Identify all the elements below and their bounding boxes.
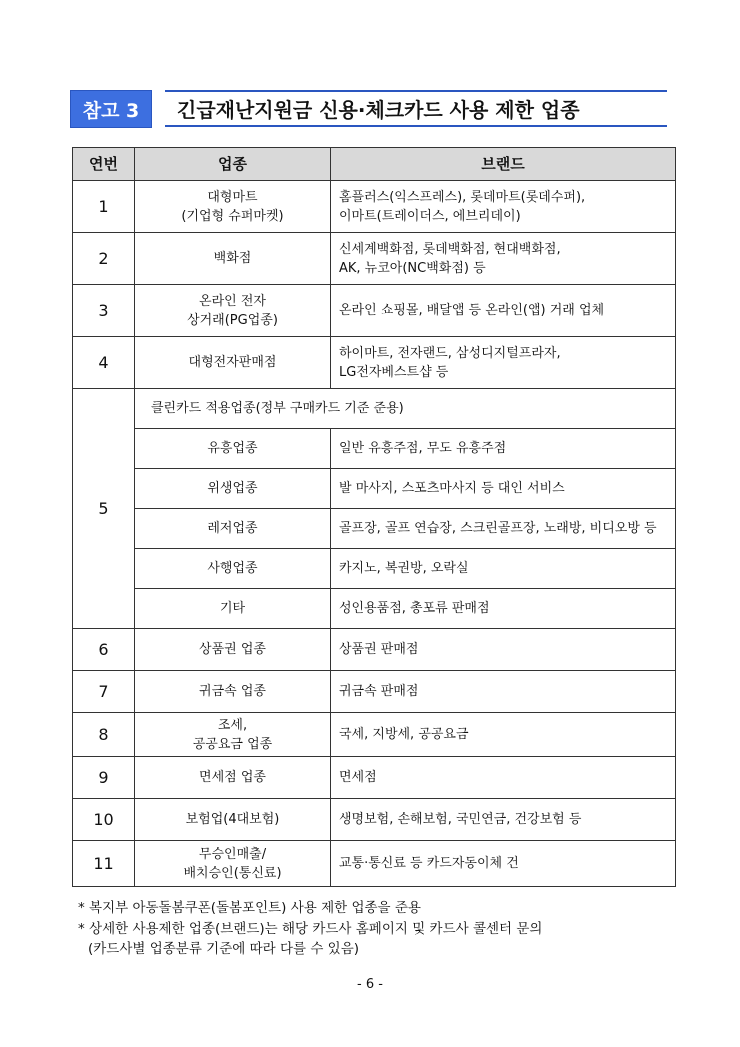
cell-line: 하이마트, 전자랜드, 삼성디지털프라자, (339, 345, 561, 361)
cell-line: LG전자베스트샵 등 (339, 364, 449, 380)
cell-line: 이마트(트레이더스, 에브리데이) (339, 208, 521, 224)
business-type-cell: 레저업종 (135, 509, 331, 549)
brand-cell (331, 841, 676, 887)
business-type-cell (135, 233, 331, 285)
cell-line: 면세점 (339, 770, 377, 785)
table-header-row (73, 148, 676, 181)
brand-cell (331, 337, 676, 389)
cell-line: 조세, (217, 717, 248, 733)
table-row (73, 713, 676, 757)
cell-line: AK, 뉴코아(NC백화점) 등 (339, 260, 486, 276)
header-type: 업종 (135, 148, 331, 181)
row-number: 7 (73, 671, 135, 713)
clean-card-subheader: 클린카드 적용업종(정부 구매카드 기준 준용) (135, 389, 676, 429)
cell-line: 대형마트 (207, 189, 258, 205)
table-row (73, 589, 676, 629)
row-number: 6 (73, 629, 135, 671)
footnote: * 상세한 사용제한 업종(브랜드)는 해당 카드사 홈페이지 및 카드사 콜센터 문의 (78, 920, 543, 937)
row-number: 1 (73, 181, 135, 233)
business-type-cell (135, 671, 331, 713)
cell-line: 온라인 전자 (199, 293, 266, 309)
table-row (73, 671, 676, 713)
table-row (73, 757, 676, 799)
restricted-business-table (72, 147, 676, 887)
cell-line: 귀금속 업종 (199, 684, 266, 699)
reference-badge: 참고 3 (70, 90, 152, 128)
business-type-cell (135, 285, 331, 337)
business-type-cell: 유흥업종 (135, 429, 331, 469)
row-number: 3 (73, 285, 135, 337)
cell-line: 배치승인(통신료) (183, 865, 282, 881)
brand-cell (331, 713, 676, 757)
header-no: 연번 (73, 148, 135, 181)
brand-cell: 골프장, 골프 연습장, 스크린골프장, 노래방, 비디오방 등 (331, 509, 676, 549)
brand-cell: 일반 유흥주점, 무도 유흥주점 (331, 429, 676, 469)
table-row (73, 285, 676, 337)
brand-cell (331, 285, 676, 337)
table-row (73, 337, 676, 389)
row-number: 11 (73, 841, 135, 887)
brand-cell (331, 629, 676, 671)
table-row (73, 841, 676, 887)
cell-line: 대형전자판매점 (188, 355, 277, 370)
table-row (73, 469, 676, 509)
footnotes (78, 898, 542, 960)
business-type-cell: 위생업종 (135, 469, 331, 509)
brand-cell: 성인용품점, 총포류 판매점 (331, 589, 676, 629)
brand-cell (331, 799, 676, 841)
row-number: 9 (73, 757, 135, 799)
cell-line: 온라인 쇼핑몰, 배달앱 등 온라인(앱) 거래 업체 (339, 303, 605, 318)
table-row (73, 509, 676, 549)
cell-line: 홈플러스(익스프레스), 롯데마트(롯데수퍼), (339, 189, 586, 205)
cell-line: 신세계백화점, 롯데백화점, 현대백화점, (339, 241, 561, 257)
cell-line: 상거래(PG업종) (187, 312, 278, 328)
cell-line: 면세점 업종 (199, 770, 266, 785)
table-row (73, 181, 676, 233)
cell-line: 보험업(4대보험) (185, 812, 280, 827)
cell-line: 공공요금 업종 (192, 736, 273, 752)
cell-line: 교통·통신료 등 카드자동이체 건 (339, 856, 519, 871)
cell-line: 무승인매출/ (198, 846, 267, 862)
row-number: 2 (73, 233, 135, 285)
brand-cell (331, 671, 676, 713)
business-type-cell: 사행업종 (135, 549, 331, 589)
page-title: 긴급재난지원금 신용·체크카드 사용 제한 업종 (165, 90, 667, 127)
cell-line: 귀금속 판매점 (339, 684, 419, 699)
cell-line: 상품권 업종 (199, 642, 266, 657)
business-type-cell (135, 757, 331, 799)
brand-cell: 발 마사지, 스포츠마사지 등 대인 서비스 (331, 469, 676, 509)
business-type-cell (135, 841, 331, 887)
brand-cell (331, 757, 676, 799)
page-number: - 6 - (357, 977, 383, 992)
business-type-cell (135, 629, 331, 671)
table-row (73, 429, 676, 469)
table-row (73, 389, 676, 429)
table-row (73, 549, 676, 589)
cell-line: (기업형 슈퍼마켓) (181, 208, 284, 224)
business-type-cell (135, 799, 331, 841)
table-row (73, 629, 676, 671)
cell-line: 생명보험, 손해보험, 국민연금, 건강보험 등 (339, 812, 582, 827)
cell-line: 백화점 (213, 251, 252, 266)
row-number: 4 (73, 337, 135, 389)
brand-cell: 카지노, 복권방, 오락실 (331, 549, 676, 589)
table-row (73, 233, 676, 285)
table-row (73, 799, 676, 841)
row-number: 5 (73, 389, 135, 629)
brand-cell (331, 233, 676, 285)
business-type-cell (135, 181, 331, 233)
business-type-cell: 기타 (135, 589, 331, 629)
business-type-cell (135, 337, 331, 389)
cell-line: 국세, 지방세, 공공요금 (339, 727, 469, 742)
footnote: (카드사별 업종분류 기준에 따라 다를 수 있음) (88, 941, 360, 957)
business-type-cell (135, 713, 331, 757)
row-number: 8 (73, 713, 135, 757)
header-brand: 브랜드 (331, 148, 676, 181)
row-number: 10 (73, 799, 135, 841)
footnote: * 복지부 아동돌봄쿠폰(돌봄포인트) 사용 제한 업종을 준용 (78, 900, 421, 916)
cell-line: 상품권 판매점 (339, 642, 419, 657)
brand-cell (331, 181, 676, 233)
